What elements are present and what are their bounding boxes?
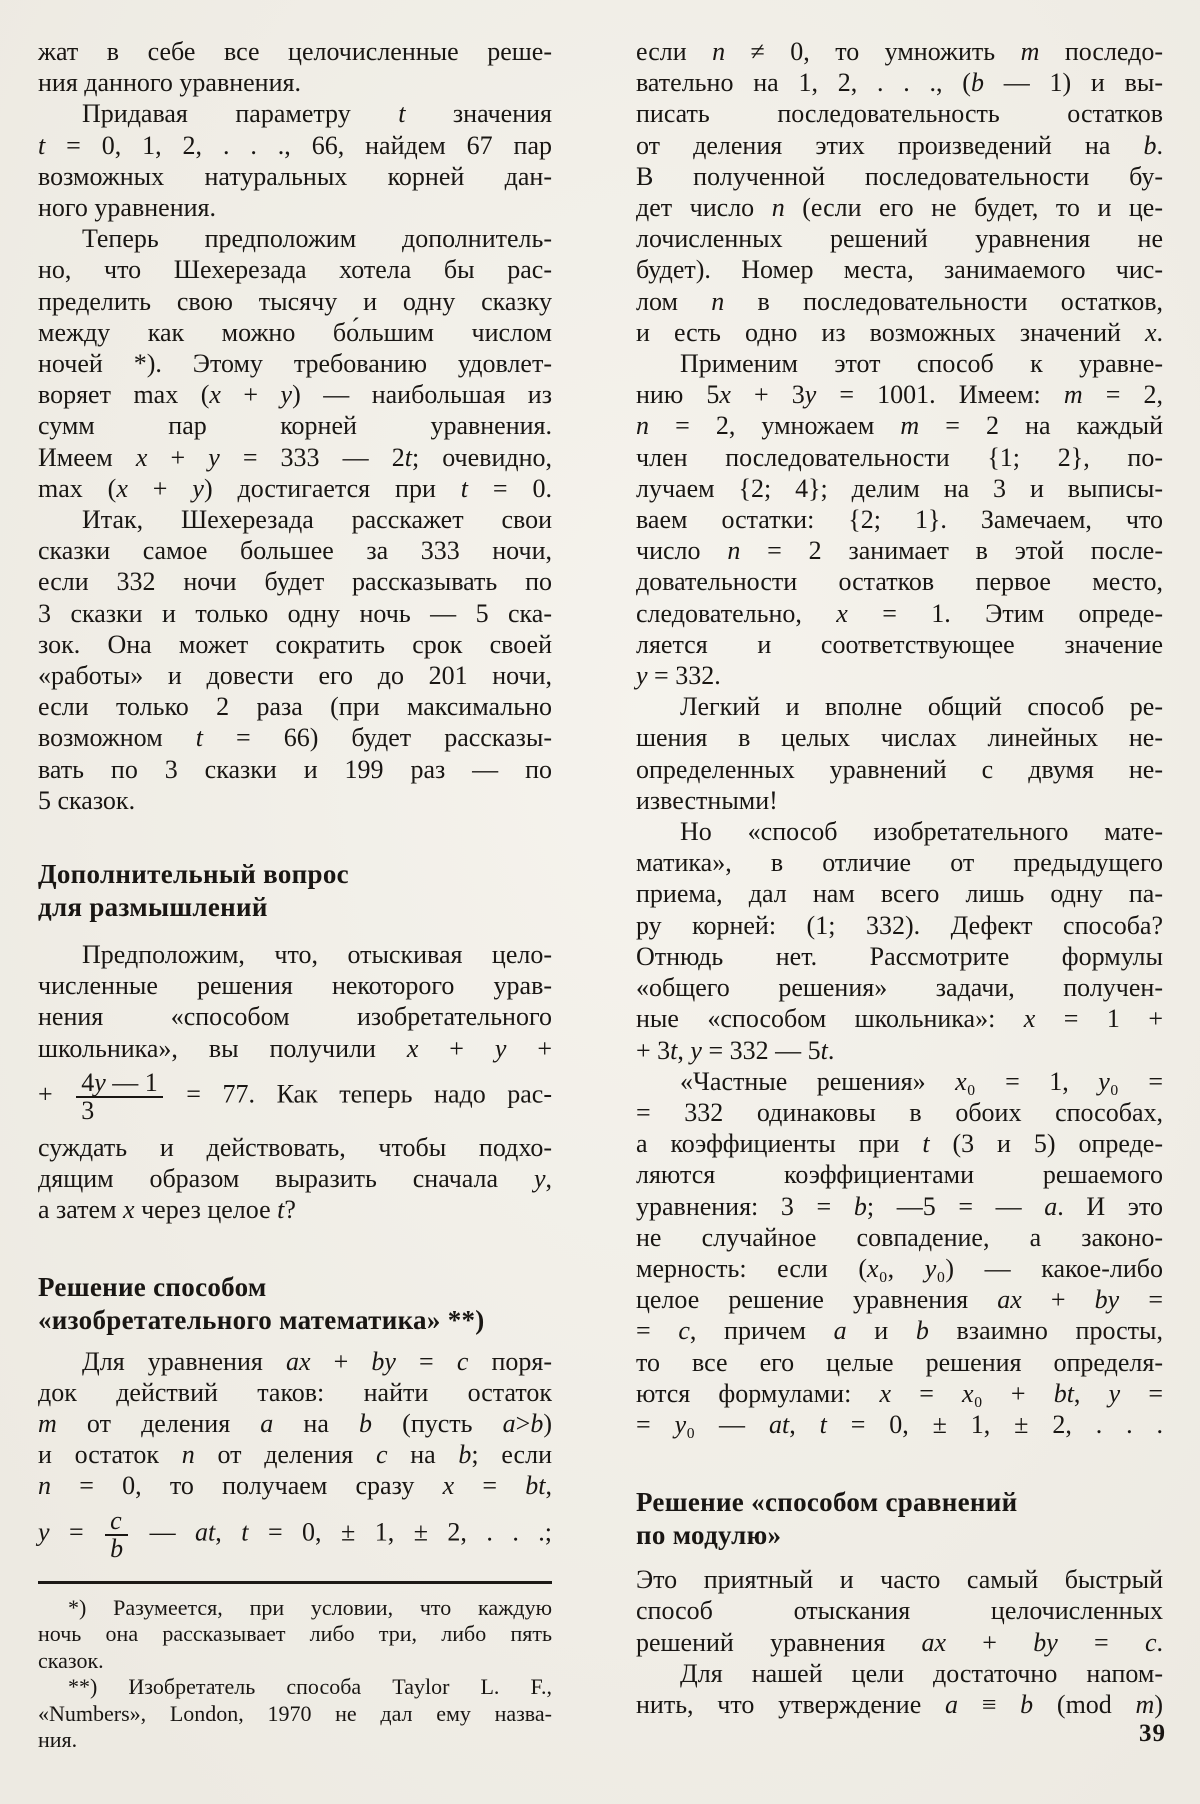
text-line: m от деления a на b (пусть a>b) (38, 1408, 552, 1438)
text-line: от деления этих произведений на b. (636, 130, 1163, 160)
text-line: ются формулами: x = x₀ + bt, y = (636, 1378, 1163, 1408)
text-line: нения «способом изобретательного (38, 1002, 552, 1032)
text-line: Итак, Шехерезада расскажет свои (82, 505, 552, 535)
text-line: Дополнительный вопрос (38, 859, 349, 890)
text-line: если n ≠ 0, то умножить m последо- (636, 37, 1164, 66)
right-column (636, 36, 1163, 1720)
text-line: ляются коэффициентами решаемого (636, 1160, 1163, 1190)
fraction (103, 1505, 130, 1564)
text-line: Отнюдь нет. Рассмотрите формулы (636, 941, 1163, 971)
text-line: а затем x через целое t? (38, 1195, 296, 1225)
heading-modulo-comparison (636, 1486, 1163, 1552)
text-line: дящим образом выразить сначала y, (38, 1164, 552, 1194)
text-line: ния данного уравнения. (38, 68, 301, 98)
left-column (38, 36, 552, 1754)
text-line: и есть одно из возможных значений x. (636, 317, 1163, 347)
formula-prefix: y = (38, 1517, 104, 1547)
text-line: пределить свою тысячу и одну сказку (38, 286, 552, 316)
formula-prefix: + (38, 1079, 75, 1109)
fraction-denominator: 3 (76, 1096, 163, 1125)
text-line: + 3t, y = 332 — 5t. (636, 1035, 835, 1065)
para-right-main (636, 36, 1163, 1440)
text-line: *) Разумеется, при условии, что каждую (68, 1594, 552, 1620)
text-line: матика», в отличие от предыдущего (636, 848, 1163, 878)
fraction-denominator: b (105, 1534, 128, 1563)
text-line: ные «способом школьника»: x = 1 + (636, 1004, 1163, 1034)
text-line: возможных натуральных корней дан- (38, 161, 552, 191)
text-line: ночей *). Этому требованию удовлет- (38, 349, 552, 379)
text-line: но, что Шехерезада хотела бы рас- (38, 255, 552, 285)
text-line: док действий таков: найти остаток (38, 1377, 552, 1407)
heading-additional-question (38, 858, 552, 924)
text-line: Применим этот способ к уравне- (680, 349, 1163, 379)
text-line: лучаем {2; 4}; делим на 3 и выписы- (636, 473, 1163, 503)
text-line: зок. Она может сократить срок своей (38, 629, 552, 659)
text-line: между как можно бо́льшим числом (38, 317, 552, 347)
text-line: суждать и действовать, чтобы подхо- (38, 1132, 552, 1162)
text-line: численные решения некоторого урав- (38, 971, 552, 1001)
text-line: если 332 ночи будет рассказывать по (38, 567, 552, 597)
footnote-rule (38, 1581, 552, 1584)
text-line: **) Изобретатель способа Taylor L. F., (68, 1674, 552, 1700)
text-line: Решение способом (38, 1271, 267, 1302)
text-line: «общего решения» задачи, получен- (636, 973, 1163, 1003)
text-line: то все его целые решения определя- (636, 1347, 1163, 1377)
text-line: лочисленных решений уравнения не (636, 224, 1163, 254)
text-line: Предположим, что, отыскивая цело- (82, 940, 552, 970)
text-line: возможном t = 66) будет рассказы- (38, 723, 552, 753)
text-line: если только 2 раза (при максимально (38, 692, 552, 722)
text-line: определенных уравнений с двумя не- (636, 754, 1163, 784)
footnotes (38, 1595, 552, 1754)
text-line: Теперь предположим дополнитель- (82, 224, 552, 254)
para-scheherazade (38, 36, 552, 816)
text-line: n = 2, умножаем m = 2 на каждый (636, 411, 1163, 441)
text-line: t = 0, 1, 2, . . ., 66, найдем 67 пар (38, 130, 552, 160)
text-line: «изобретательного математика» **) (38, 1304, 485, 1335)
text-line: нить, что утверждение a ≡ b (mod m) (636, 1689, 1163, 1719)
text-line: дет число n (если его не будет, то и це- (636, 193, 1164, 223)
text-line: а коэффициенты при t (3 и 5) опреде- (636, 1129, 1163, 1159)
text-line: школьника», вы получили x + y + (38, 1033, 552, 1063)
text-line: Придавая параметру t значения (82, 99, 552, 129)
text-line: целое решение уравнения ax + by = (636, 1285, 1163, 1315)
text-line: приема, дал нам всего лишь одну па- (636, 879, 1163, 909)
text-line: «Numbers», London, 1970 не дал ему назва- (38, 1700, 552, 1726)
text-line: и остаток n от деления c на b; если (38, 1440, 552, 1470)
para-additional-question (38, 939, 552, 1225)
para-modulo-intro (636, 1564, 1163, 1720)
page-number: 39 (1139, 1720, 1166, 1747)
text-line: сумм пар корней уравнения. (38, 411, 552, 441)
text-line: ваем остатки: {2; 1}. Замечаем, что (636, 505, 1163, 535)
text-line: Решение «способом сравнений (636, 1487, 1018, 1518)
text-line: будет). Номер места, занимаемого чис- (636, 255, 1163, 285)
text-line: Имеем x + y = 333 — 2t; очевидно, (38, 442, 553, 472)
text-line: 3 сказки и только одну ночь — 5 ска- (38, 598, 552, 628)
text-line: уравнения: 3 = b; —5 = — a. И это (636, 1191, 1163, 1221)
text-line: довательности остатков первое место, (636, 567, 1163, 597)
text-line: ного уравнения. (38, 193, 216, 223)
text-line: ляется и соответствующее значение (636, 629, 1163, 659)
text-line: = c, причем a и b взаимно просты, (636, 1316, 1163, 1346)
text-line: Но «способ изобретательного мате- (680, 817, 1163, 847)
formula-suffix: = 77. Как теперь надо рас- (164, 1079, 553, 1109)
text-line: Это приятный и часто самый быстрый (636, 1565, 1163, 1595)
text-line: = y₀ — at, t = 0, ± 1, ± 2, . . . (636, 1409, 1163, 1439)
text-line: ния. (38, 1727, 78, 1753)
text-line: жат в себе все целочисленные реше- (38, 37, 552, 66)
text-line: Для нашей цели достаточно напом- (680, 1658, 1163, 1688)
text-line: следовательно, x = 1. Этим опреде- (636, 598, 1163, 628)
text-line: max (x + y) достигается при t = 0. (38, 473, 553, 503)
text-line: «Частные решения» x₀ = 1, y₀ = (680, 1066, 1163, 1096)
text-line: ру корней: (1; 332). Дефект способа? (636, 910, 1163, 940)
text-line: не случайное совпадение, а законо- (636, 1222, 1163, 1252)
text-line: сказки самое большее за 333 ночи, (38, 536, 552, 566)
text-line: лом n в последовательности остатков, (636, 286, 1163, 316)
text-line: писать последовательность остатков (636, 99, 1163, 129)
text-line: сказок. (38, 1647, 104, 1673)
text-line: решений уравнения ax + by = c. (636, 1627, 1163, 1657)
text-line (38, 1502, 552, 1570)
text-line: y = 332. (636, 661, 721, 691)
text-line: Легкий и вполне общий способ ре- (680, 692, 1163, 722)
text-line: «работы» и довести его до 201 ночи, (38, 661, 552, 691)
text-line: способ отыскания целочисленных (636, 1596, 1163, 1626)
text-line (38, 1064, 552, 1132)
heading-inventive-mathematician (38, 1271, 552, 1337)
fraction-numerator: 4y — 1 (81, 1067, 158, 1097)
text-line: В полученной последовательности бу- (636, 161, 1163, 191)
text-line: по модулю» (636, 1520, 782, 1551)
fraction-numerator: c (110, 1505, 122, 1535)
formula-suffix: — at, t = 0, ± 1, ± 2, . . .; (130, 1517, 553, 1547)
text-line: ночь она рассказывает либо три, либо пять (38, 1621, 552, 1647)
text-line: шения в целых числах линейных не- (636, 723, 1163, 753)
fraction (74, 1067, 165, 1126)
text-line: член последовательности {1; 2}, по- (636, 442, 1163, 472)
text-line: вательно на 1, 2, . . ., (b — 1) и вы- (636, 68, 1164, 98)
text-line: вать по 3 сказки и 199 раз — по (38, 754, 552, 784)
text-line: n = 0, то получаем сразу x = bt, (38, 1471, 552, 1501)
text-line: = 332 одинаковы в обоих способах, (636, 1097, 1163, 1127)
text-line: нию 5x + 3y = 1001. Имеем: m = 2, (636, 380, 1163, 410)
text-line: мерность: если (x₀, y₀) — какое-либо (636, 1253, 1163, 1283)
text-line: воряет max (x + y) — наибольшая из (38, 380, 552, 410)
text-line: для размышлений (38, 892, 268, 923)
text-line: число n = 2 занимает в этой после- (636, 536, 1163, 566)
para-method-steps (38, 1346, 552, 1570)
text-line: 5 сказок. (38, 785, 136, 815)
text-line: известными! (636, 785, 778, 815)
text-line: Для уравнения ax + by = c поря- (82, 1346, 553, 1376)
